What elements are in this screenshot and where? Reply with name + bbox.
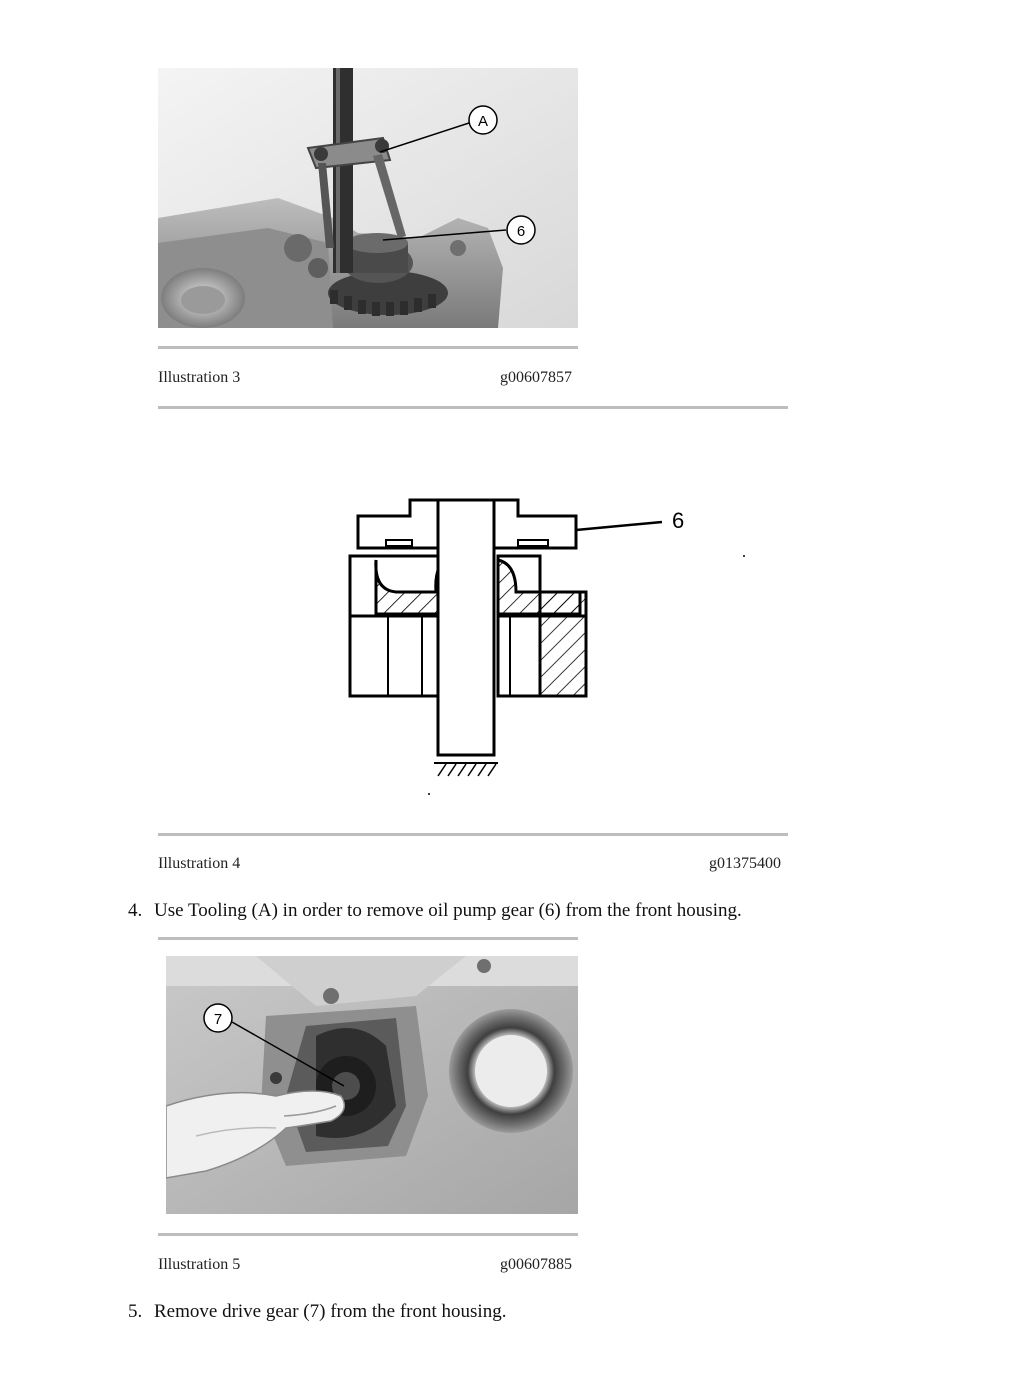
illustration-4-code: g01375400 (709, 855, 781, 872)
illustration-3-label: Illustration 3 (158, 369, 241, 386)
callout-a-badge (469, 106, 497, 134)
svg-text:6: 6 (516, 223, 526, 240)
step-5-text: Remove drive gear (7) from the front housing. (154, 1301, 507, 1322)
caption-rule-top-5a (158, 937, 578, 940)
step-5 (128, 1301, 506, 1323)
callout-7-badge (204, 1004, 232, 1032)
illustration-4-diagram (330, 480, 770, 810)
illustration-5-code: g00607885 (500, 1256, 572, 1273)
caption-rule-bottom-3 (158, 406, 788, 409)
illustration-3-code: g00607857 (500, 369, 572, 386)
callout-leader-6-diagram (576, 522, 662, 530)
step-4-number: 4. (128, 900, 143, 921)
svg-text:7: 7 (213, 1011, 223, 1028)
svg-text:A: A (477, 113, 489, 130)
caption-rule-top-3 (158, 346, 578, 349)
illustration-3-photo (158, 68, 578, 328)
illustration-4-label: Illustration 4 (158, 855, 241, 872)
illustration-5-label: Illustration 5 (158, 1256, 241, 1273)
step-4 (128, 900, 742, 922)
step-4-text: Use Tooling (A) in order to remove oil pump gear (6) from the front housing. (154, 900, 742, 921)
callout-6-label: 6 (672, 508, 685, 533)
callout-6-badge (507, 216, 535, 244)
caption-rule-top-5 (158, 1233, 578, 1236)
illustration-5-photo (166, 956, 578, 1214)
caption-rule-top-4 (158, 833, 788, 836)
step-5-number: 5. (128, 1301, 143, 1322)
